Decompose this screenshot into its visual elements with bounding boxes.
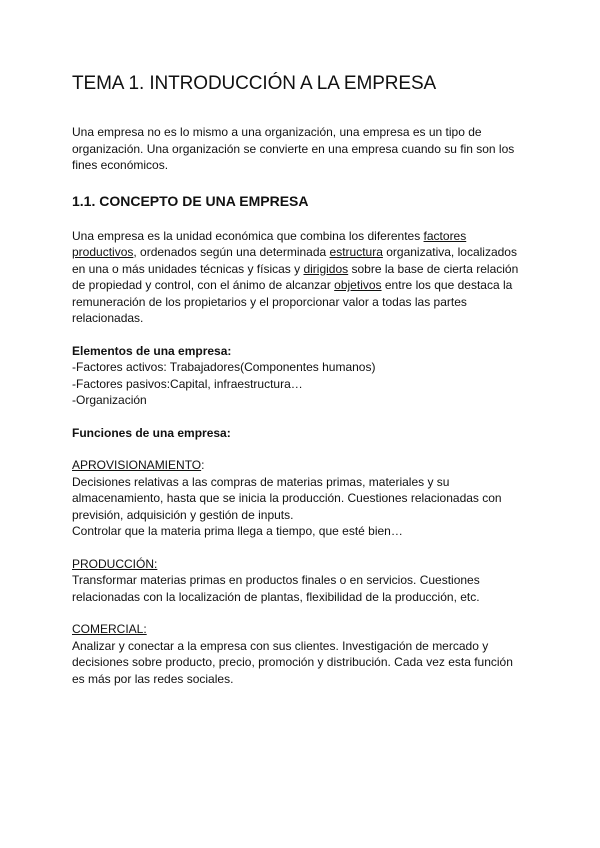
intro-paragraph [72,124,528,174]
definition-line: relacionadas. [72,311,144,325]
definition-line [72,244,528,261]
list-item: -Factores activos: Trabajadores(Componentes humanos) [72,360,376,374]
list-item: -Factores pasivos:Capital, infraestructura… [72,376,303,391]
functions-heading: Funciones de una empresa: [72,425,231,440]
definition-text: , ordenados según una determinada [133,245,330,259]
label-suffix: : [201,458,205,472]
text-line: Transformar materias primas en productos finales o en servicios. Cuestiones [72,573,480,587]
definition-line [72,228,528,245]
definition-paragraph [72,228,528,327]
term-factores: factores [423,228,467,243]
definition-text: entre los que destaca la [381,278,513,292]
definition-text: Una empresa es la unidad económica que combina los diferentes [72,228,424,243]
comercial-label-line [72,621,528,638]
intro-line: organización. Una organización se convierte en una empresa cuando su fin son los [72,141,515,156]
section-heading: 1.1. CONCEPTO DE UNA EMPRESA [72,192,309,209]
definition-text: organizativa, localizados [382,245,517,259]
text-line: previsión, adquisición y gestión de inputs. [72,507,294,522]
text-line: Decisiones relativas a las compras de materias primas, materiales y su [72,474,450,489]
term-objetivos: objetivos [334,278,382,292]
definition-text: en una o más unidades técnicas y físicas y [72,261,304,276]
term-productivos: productivos [72,245,134,259]
definition-text: de propiedad y control, con el ánimo de alcanzar [72,278,335,292]
document-page [72,72,528,687]
elements-heading: Elementos de una empresa: [72,343,232,358]
aprovisionamiento-label: APROVISIONAMIENTO [72,458,202,472]
text-line: relacionadas con la localización de plantas, flexibilidad de la producción, etc. [72,589,480,604]
produccion-label: PRODUCCIÓN: [72,556,158,571]
produccion-label-line [72,556,528,573]
text-line: decisiones sobre producto, precio, promoción y distribución. Cada vez esta función [72,655,513,669]
text-line: almacenamiento, hasta que se inicia la producción. Cuestiones relacionadas con [72,491,502,505]
definition-line [72,261,528,278]
term-dirigidos: dirigidos [303,261,349,276]
aprovisionamiento-text [72,474,528,540]
text-line: es más por las redes sociales. [72,671,234,686]
elements-list [72,359,528,409]
comercial-text [72,638,528,688]
aprovisionamiento-label-line [72,457,528,474]
definition-text: sobre la base de cierta relación [348,261,519,276]
definition-line [72,277,528,294]
list-item: -Organización [72,393,147,407]
definition-line: remuneración de los propietarios y el proporcionar valor a todas las partes [72,294,467,309]
page-title: TEMA 1. INTRODUCCIÓN A LA EMPRESA [72,73,437,94]
text-line: Controlar que la materia prima llega a tiempo, que esté bien… [72,524,403,538]
term-estructura: estructura [329,245,383,259]
text-line: Analizar y conectar a la empresa con sus clientes. Investigación de mercado y [72,638,489,653]
intro-line: Una empresa no es lo mismo a una organización, una empresa es un tipo de [72,125,482,139]
comercial-label: COMERCIAL: [72,622,147,636]
intro-line: fines económicos. [72,158,169,172]
produccion-text [72,572,528,605]
